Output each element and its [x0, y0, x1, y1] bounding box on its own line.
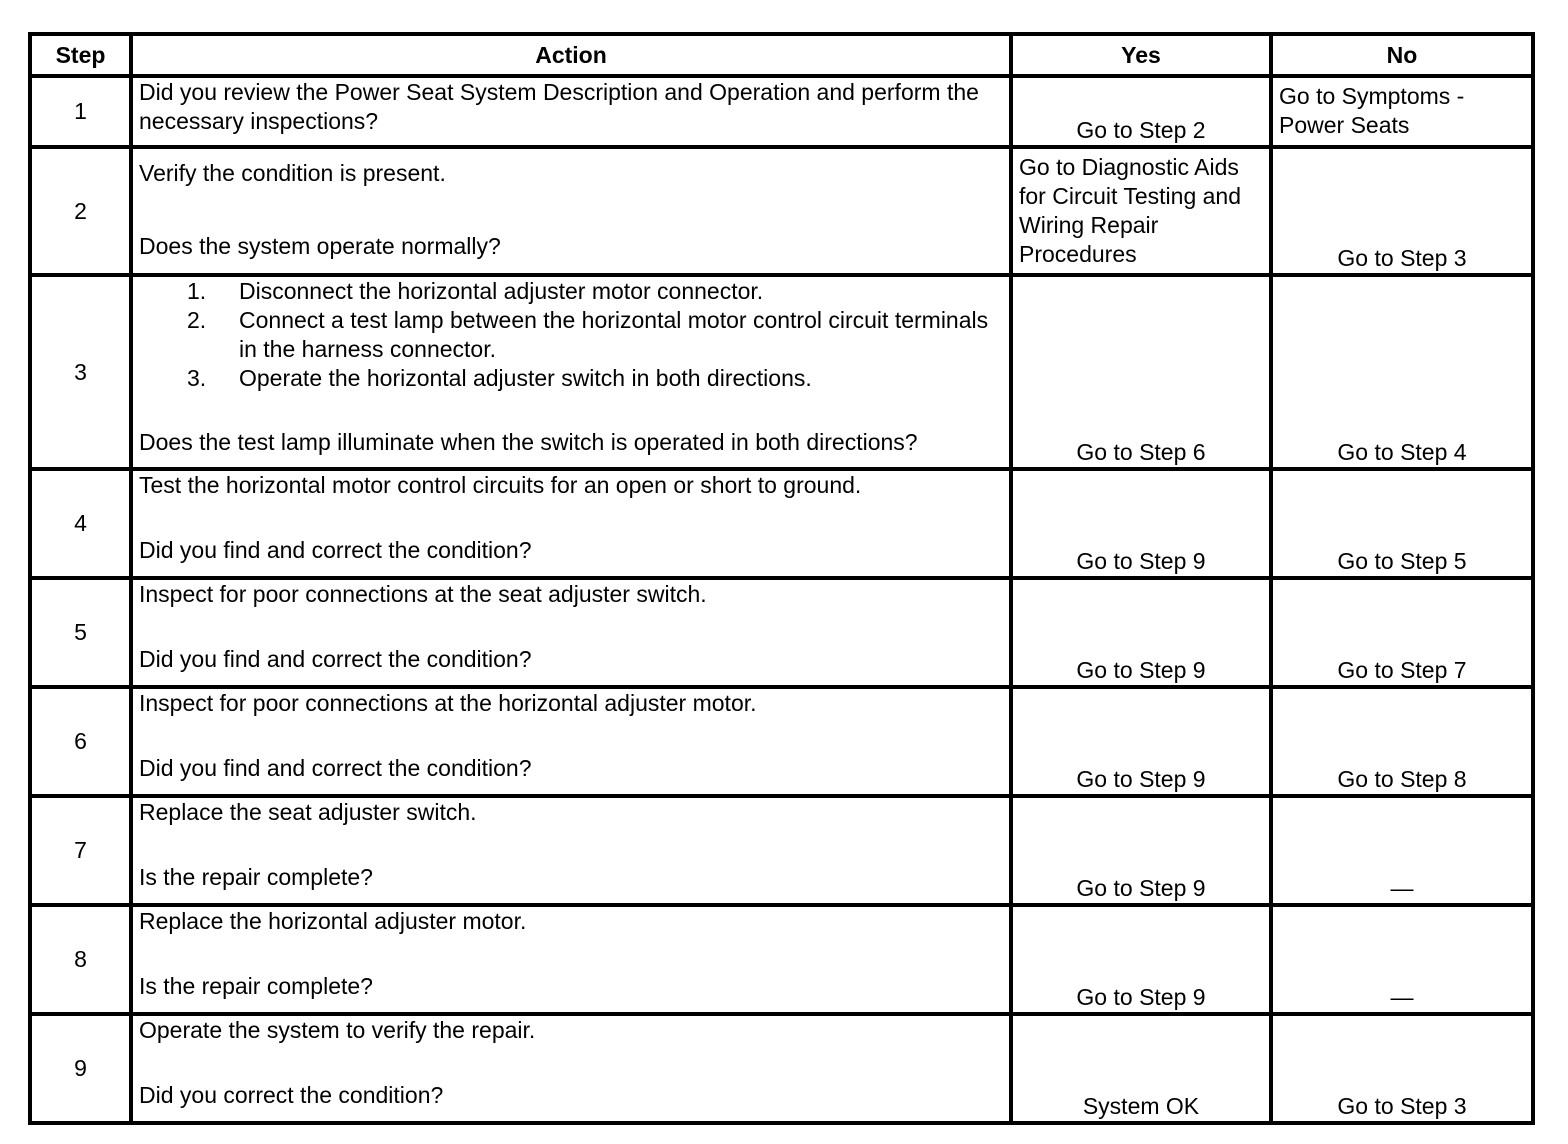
step-number: 6 — [30, 687, 131, 796]
action-text: Did you review the Power Seat System Description and Operation and perform the necessary inspections? — [139, 79, 979, 134]
no-cell: Go to Step 3 — [1271, 147, 1533, 275]
substep-text: Operate the horizontal adjuster switch in both directions. — [239, 365, 812, 391]
step-number: 2 — [30, 147, 131, 275]
action-text: Operate the system to verify the repair. — [139, 1017, 536, 1043]
step-number: 8 — [30, 905, 131, 1014]
action-text: Replace the seat adjuster switch. — [139, 799, 477, 825]
header-no: No — [1271, 34, 1533, 76]
action-cell — [131, 147, 1011, 275]
no-cell: Go to Step 4 — [1271, 275, 1533, 469]
table-row — [30, 275, 1533, 469]
yes-cell: System OK — [1011, 1014, 1271, 1123]
substep-text: Disconnect the horizontal adjuster motor connector. — [239, 278, 764, 304]
yes-cell: Go to Step 9 — [1011, 796, 1271, 905]
table-row — [30, 147, 1533, 275]
no-cell: Go to Step 3 — [1271, 1014, 1533, 1123]
action-question: Does the test lamp illuminate when the switch is operated in both directions? — [139, 429, 918, 455]
no-cell: Go to Symptoms - Power Seats — [1271, 76, 1533, 147]
yes-cell: Go to Step 9 — [1011, 578, 1271, 687]
list-item — [139, 364, 1003, 393]
action-cell — [131, 796, 1011, 905]
no-cell: Go to Step 7 — [1271, 578, 1533, 687]
action-text: Replace the horizontal adjuster motor. — [139, 908, 527, 934]
header-step: Step — [30, 34, 131, 76]
yes-cell: Go to Step 2 — [1011, 76, 1271, 147]
action-text: Verify the condition is present. — [139, 160, 446, 186]
table-row — [30, 905, 1533, 1014]
action-text: Test the horizontal motor control circuits for an open or short to ground. — [139, 472, 862, 498]
action-question: Did you find and correct the condition? — [139, 755, 532, 781]
action-cell — [131, 1014, 1011, 1123]
step-number: 7 — [30, 796, 131, 905]
substep-list — [139, 277, 1003, 393]
no-cell: — — [1271, 796, 1533, 905]
action-cell — [131, 905, 1011, 1014]
no-cell: — — [1271, 905, 1533, 1014]
action-cell — [131, 469, 1011, 578]
step-number: 1 — [30, 76, 131, 147]
header-action: Action — [131, 34, 1011, 76]
table-row — [30, 796, 1533, 905]
step-number: 4 — [30, 469, 131, 578]
action-question: Did you find and correct the condition? — [139, 537, 532, 563]
action-text: Inspect for poor connections at the seat adjuster switch. — [139, 581, 707, 607]
list-item — [139, 277, 1003, 306]
action-text: Inspect for poor connections at the horizontal adjuster motor. — [139, 690, 757, 716]
substep-number: 1. — [187, 278, 207, 304]
action-cell — [131, 275, 1011, 469]
table-row — [30, 76, 1533, 147]
step-number: 5 — [30, 578, 131, 687]
step-number: 9 — [30, 1014, 131, 1123]
table-row — [30, 578, 1533, 687]
header-row — [30, 34, 1533, 76]
table-row — [30, 469, 1533, 578]
diagnostic-table — [28, 32, 1535, 1125]
action-question: Did you find and correct the condition? — [139, 646, 532, 672]
header-yes: Yes — [1011, 34, 1271, 76]
action-question: Is the repair complete? — [139, 973, 373, 999]
list-item — [139, 306, 1003, 364]
no-cell: Go to Step 8 — [1271, 687, 1533, 796]
action-question: Did you correct the condition? — [139, 1082, 444, 1108]
substep-number: 3. — [187, 365, 207, 391]
yes-cell: Go to Step 9 — [1011, 469, 1271, 578]
no-cell: Go to Step 5 — [1271, 469, 1533, 578]
substep-text: Connect a test lamp between the horizontal motor control circuit terminals in the harness connector. — [239, 307, 989, 362]
yes-cell: Go to Step 9 — [1011, 687, 1271, 796]
yes-cell: Go to Diagnostic Aids for Circuit Testing and Wiring Repair Procedures — [1011, 147, 1271, 275]
table-row — [30, 687, 1533, 796]
table-row — [30, 1014, 1533, 1123]
yes-cell: Go to Step 9 — [1011, 905, 1271, 1014]
yes-cell: Go to Step 6 — [1011, 275, 1271, 469]
action-question: Is the repair complete? — [139, 864, 373, 890]
action-cell — [131, 578, 1011, 687]
substep-number: 2. — [187, 307, 207, 333]
action-cell — [131, 687, 1011, 796]
action-question: Does the system operate normally? — [139, 233, 501, 259]
action-cell — [131, 76, 1011, 147]
step-number: 3 — [30, 275, 131, 469]
